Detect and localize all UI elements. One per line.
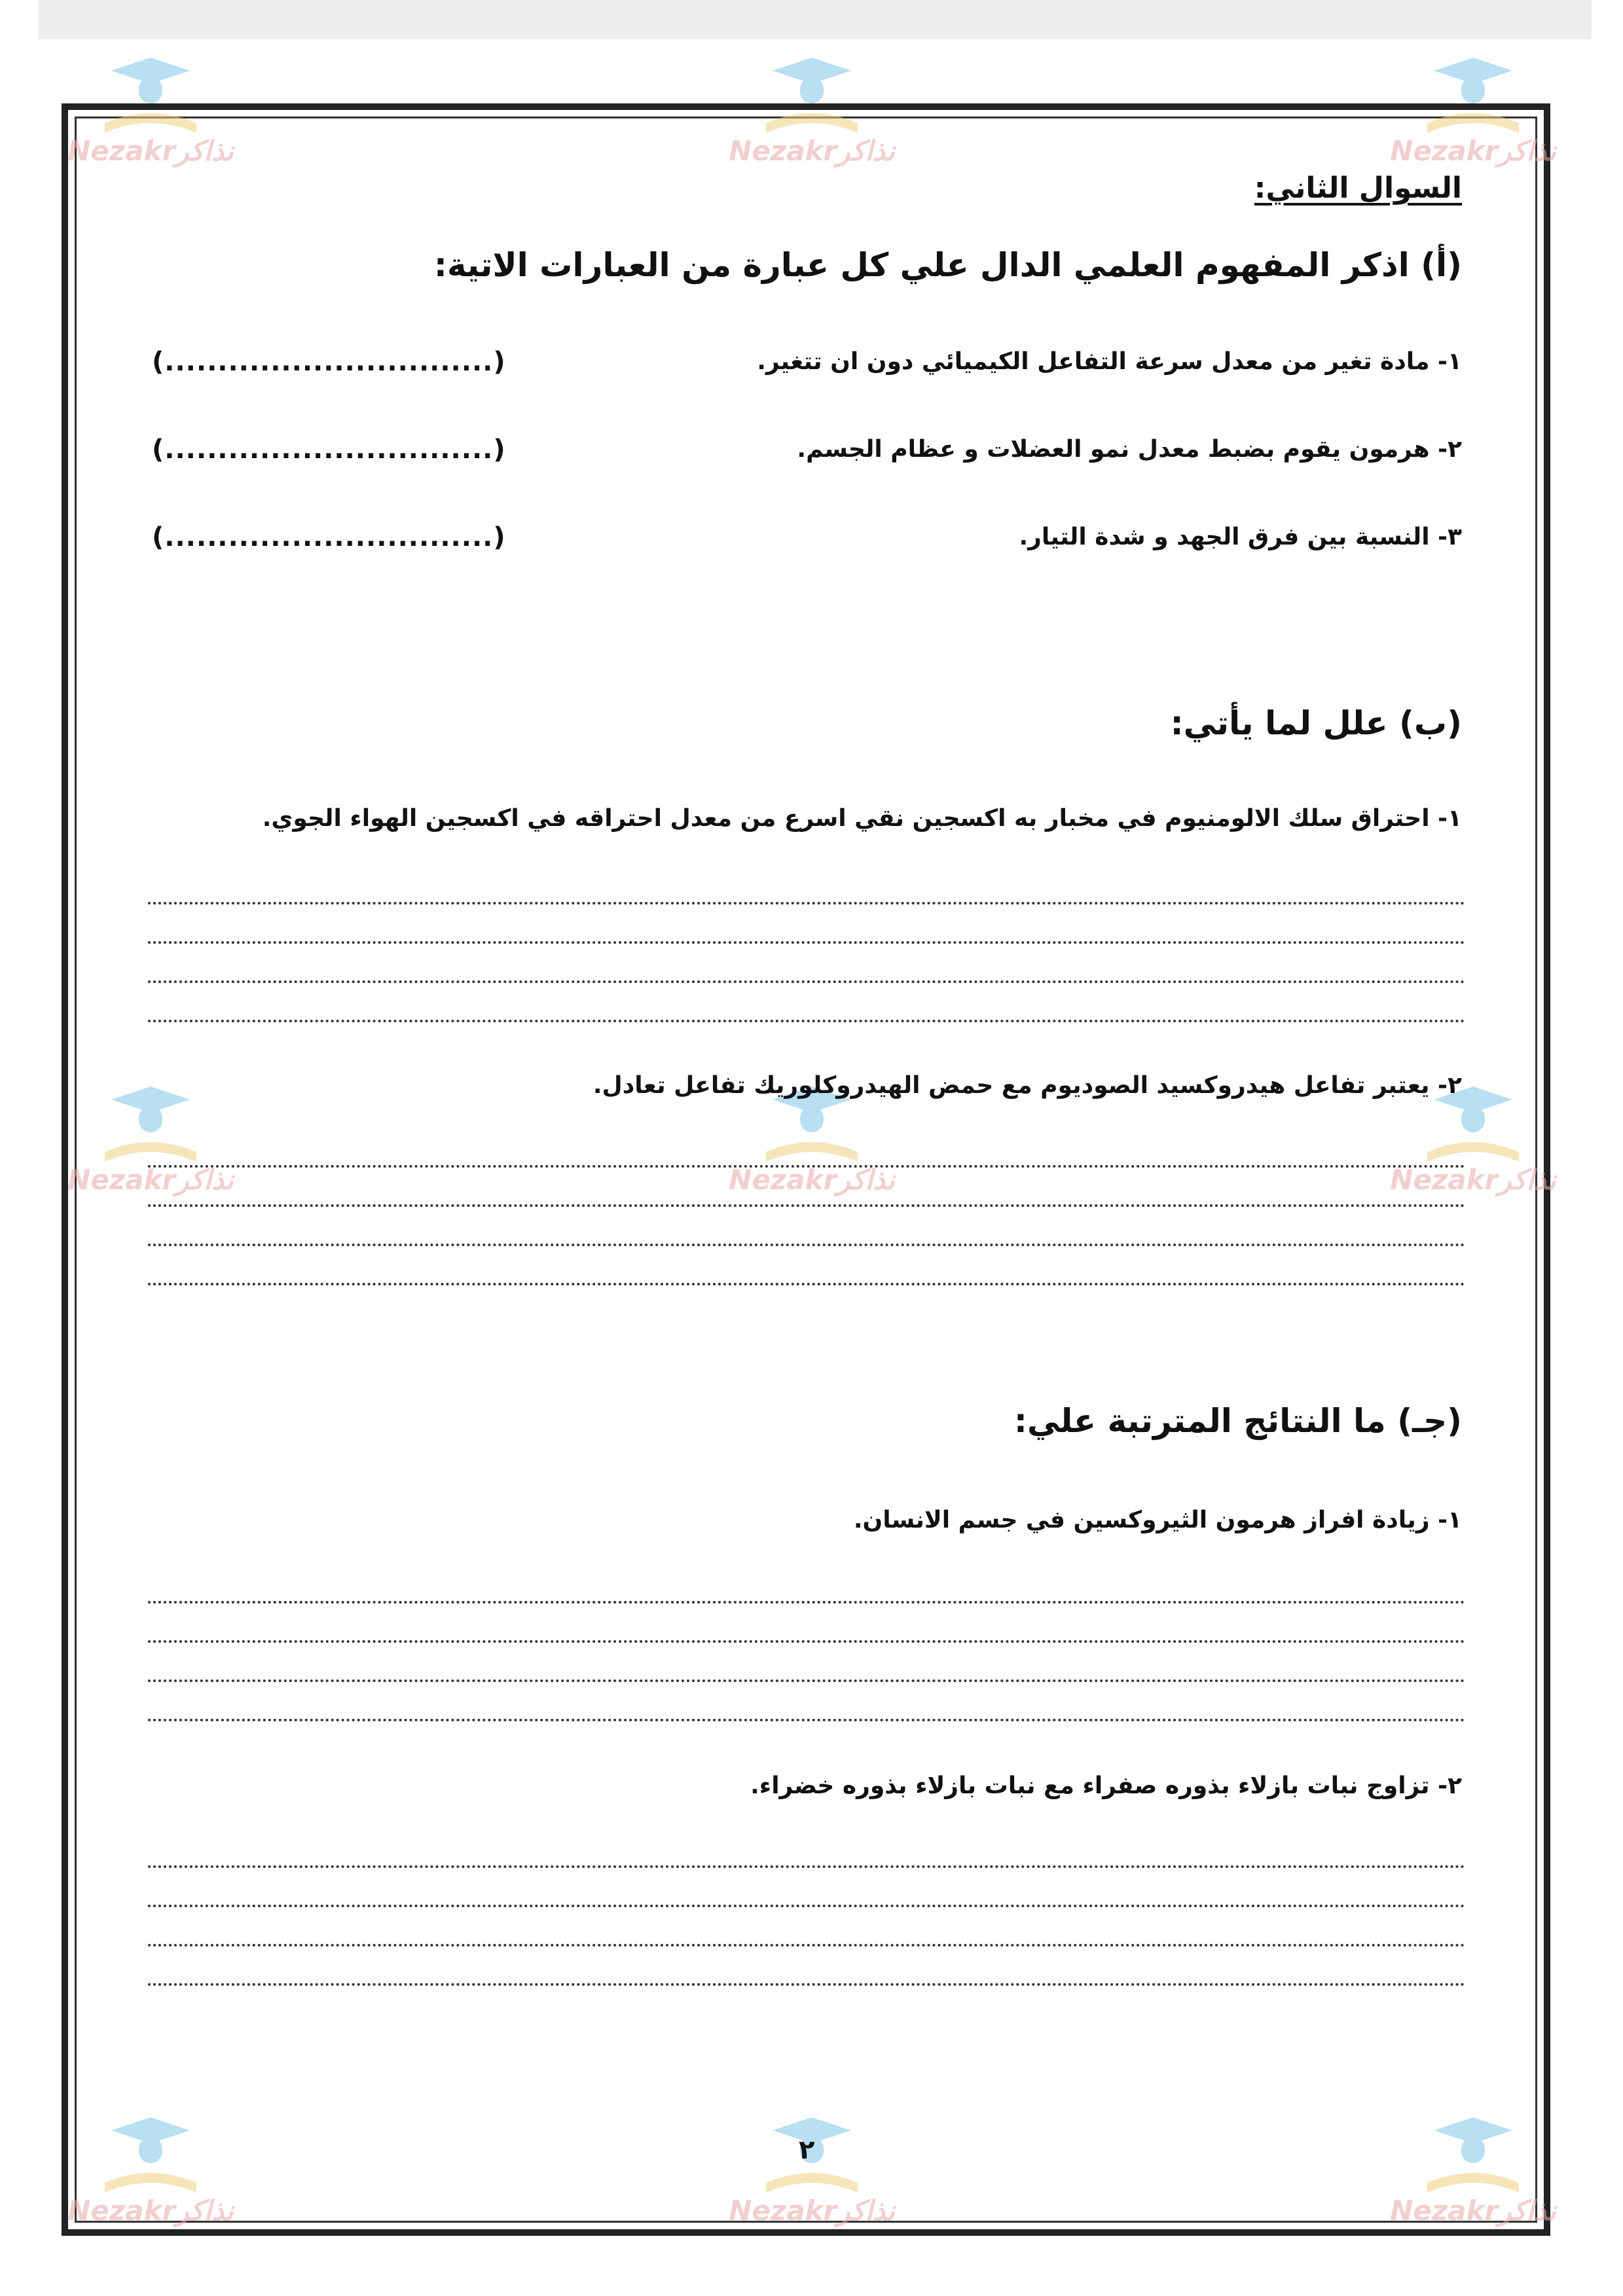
graduate-book-icon — [98, 2111, 203, 2202]
section-b-item-1: ١- احتراق سلك الالومنيوم في مخبار به اكسجين نقي اسرع من معدل احتراقه في اكسجين الهواء الجوي. — [262, 805, 1462, 832]
answer-line — [148, 1944, 1465, 1946]
section-a-item-2: ٢- هرمون يقوم بضبط معدل نمو العضلات و عظام الجسم. — [797, 436, 1462, 463]
watermark: Nezakrنذاكر — [52, 2111, 249, 2261]
page-number: ٢ — [799, 2135, 815, 2165]
answer-line — [148, 1283, 1465, 1285]
answer-line — [148, 1865, 1465, 1868]
section-a-heading: (أ) اذكر المفهوم العلمي الدال علي كل عبارة من العبارات الاتية: — [433, 246, 1462, 284]
answer-line — [148, 1640, 1465, 1643]
question-title: السوال الثاني: — [1254, 171, 1462, 205]
answer-line — [148, 1905, 1465, 1907]
answer-line — [148, 902, 1465, 905]
section-a-blank-2: (...............................) — [152, 435, 506, 465]
section-c-item-2: ٢- تزاوج نبات بازلاء بذوره صفراء مع نبات بازلاء بذوره خضراء. — [750, 1772, 1462, 1799]
section-c-item-1: ١- زيادة افراز هرمون الثيروكسين في جسم الانسان. — [853, 1507, 1462, 1534]
graduate-book-icon — [98, 51, 203, 143]
watermark: Nezakrنذاكر — [52, 1080, 249, 1230]
watermark: Nezakrنذاكر — [714, 2111, 910, 2261]
section-a-blank-3: (...............................) — [152, 522, 506, 552]
watermark: Nezakrنذاكر — [714, 51, 910, 202]
answer-line — [148, 1204, 1465, 1207]
section-b-item-2: ٢- يعتبر تفاعل هيدروكسيد الصوديوم مع حمض الهيدروكلوريك تفاعل تعادل. — [593, 1072, 1462, 1099]
answer-line — [148, 1983, 1465, 1986]
watermark: Nezakrنذاكر — [1375, 1080, 1571, 1230]
section-a-blank-1: (...............................) — [152, 347, 506, 377]
section-a-item-3: ٣- النسبة بين فرق الجهد و شدة التيار. — [1019, 524, 1462, 550]
watermark: Nezakrنذاكر — [1375, 2111, 1571, 2261]
section-b-heading: (ب) علل لما يأتي: — [1170, 704, 1462, 742]
section-c-heading: (جـ) ما النتائج المترتبة علي: — [1013, 1402, 1462, 1440]
answer-line — [148, 1165, 1465, 1168]
answer-line — [148, 980, 1465, 983]
answer-line — [148, 1719, 1465, 1721]
answer-line — [148, 1020, 1465, 1022]
answer-line — [148, 1244, 1465, 1246]
graduate-book-icon — [1421, 51, 1525, 143]
watermark: Nezakrنذاكر — [714, 1080, 910, 1230]
section-a-item-1: ١- مادة تغير من معدل سرعة التفاعل الكيميائي دون ان تتغير. — [757, 348, 1462, 375]
watermark: Nezakrنذاكر — [1375, 51, 1571, 202]
graduate-book-icon — [98, 1080, 203, 1172]
graduate-book-icon — [1421, 2111, 1525, 2202]
graduate-book-icon — [759, 51, 864, 143]
answer-line — [148, 941, 1465, 944]
answer-line — [148, 1601, 1465, 1604]
top-bar — [38, 0, 1592, 39]
answer-line — [148, 1679, 1465, 1682]
watermark: Nezakrنذاكر — [52, 51, 249, 202]
